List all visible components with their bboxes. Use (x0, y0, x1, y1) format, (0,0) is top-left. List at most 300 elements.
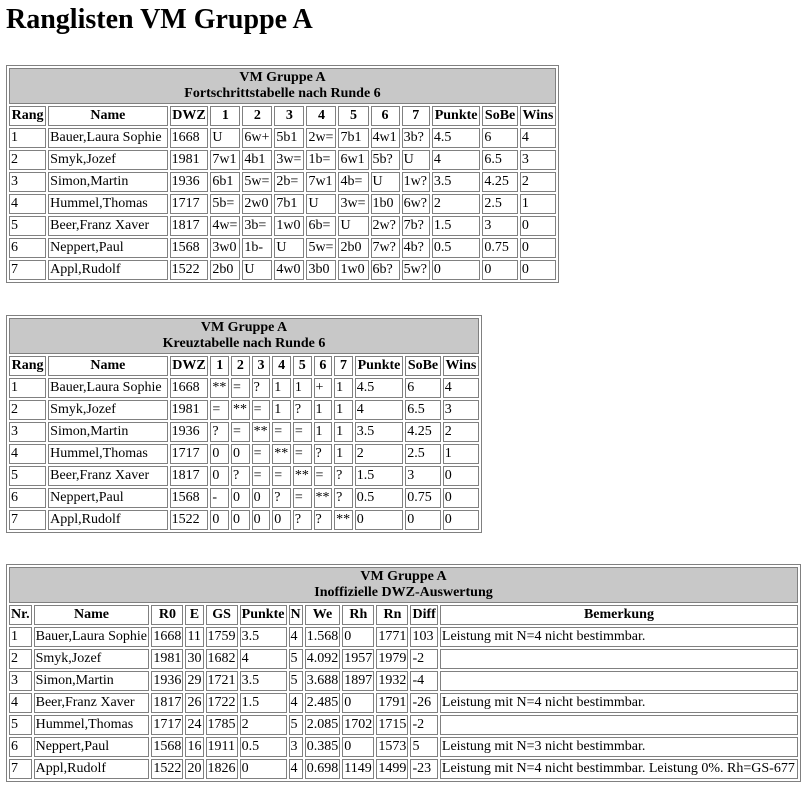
table-cell: 0 (520, 260, 556, 280)
table-cell: 0 (272, 510, 291, 530)
table-cell: 24 (185, 715, 203, 735)
table-row (9, 400, 479, 420)
table-row (9, 466, 479, 486)
table-cell: 30 (185, 649, 203, 669)
table-cell: 6 (482, 128, 518, 148)
table-cell: 16 (185, 737, 203, 757)
table-cell: 6w1 (338, 150, 368, 170)
table-cell: 1b0 (371, 194, 400, 214)
table-cell: Smyk,Jozef (48, 400, 167, 420)
table-cell: 5w= (306, 238, 336, 258)
table-cell (440, 649, 798, 669)
table-cell: 4 (9, 194, 46, 214)
table-cell: 1979 (376, 649, 408, 669)
table-cell: 5w? (402, 260, 430, 280)
table-cell: 0 (443, 466, 479, 486)
table-cell: 0 (231, 444, 250, 464)
table-cell: = (252, 444, 271, 464)
column-header: 4 (306, 106, 336, 126)
column-header: 2 (242, 106, 272, 126)
table-cell: 2 (9, 400, 46, 420)
table-cell: 4.25 (482, 172, 518, 192)
table-cell: 4w= (210, 216, 240, 236)
table-cell: Appl,Rudolf (34, 759, 150, 779)
table-cell: 1682 (206, 649, 238, 669)
table-cell: U (274, 238, 304, 258)
column-header: Rang (9, 356, 46, 376)
table-cell: 5 (289, 715, 303, 735)
table-cell: ? (252, 378, 271, 398)
column-header: Punkte (355, 356, 403, 376)
table-cell: 0.75 (405, 488, 441, 508)
table-cell: 1 (9, 627, 32, 647)
table-cell: 1817 (170, 466, 209, 486)
table-cell: 6 (405, 378, 441, 398)
table-header-row (9, 106, 556, 126)
table-cell: U (242, 260, 272, 280)
table-cell: 5 (9, 466, 46, 486)
table-cell: 0 (231, 488, 250, 508)
table-header-row (9, 356, 479, 376)
table-cell: 6 (9, 737, 32, 757)
table-cell: 2.5 (405, 444, 441, 464)
table-row (9, 194, 556, 214)
table-cell: 0 (520, 238, 556, 258)
table-cell: 1668 (170, 378, 209, 398)
table-cell (440, 671, 798, 691)
table-cell: 3w0 (210, 238, 240, 258)
table-cell: 1 (334, 378, 353, 398)
table-row (9, 693, 798, 713)
table-cell: 11 (185, 627, 203, 647)
table-cell: 1.5 (432, 216, 480, 236)
table-cell: 0.385 (305, 737, 341, 757)
table-cell: 5 (410, 737, 437, 757)
table-cell: 7 (9, 510, 46, 530)
table-cell: 7b? (402, 216, 430, 236)
table-cell: = (210, 400, 229, 420)
table-cell: 1w0 (338, 260, 368, 280)
table-cell: Beer,Franz Xaver (48, 216, 167, 236)
table-cell: 4 (289, 759, 303, 779)
table-cell: 4.5 (432, 128, 480, 148)
table-cell: Appl,Rudolf (48, 510, 167, 530)
table-cell: 1 (334, 444, 353, 464)
table-cell: ** (334, 510, 353, 530)
table-cell: -4 (410, 671, 437, 691)
table-cell: Appl,Rudolf (48, 260, 167, 280)
table-cell: 4 (443, 378, 479, 398)
table-row (9, 715, 798, 735)
table-cell: = (293, 444, 312, 464)
table-cell: Hummel,Thomas (48, 444, 167, 464)
table-row (9, 378, 479, 398)
caption-subtitle: Fortschrittstabelle nach Runde 6 (184, 86, 381, 101)
column-header: DWZ (170, 356, 209, 376)
table-row (9, 444, 479, 464)
table-row (9, 759, 798, 779)
table-cell: ? (293, 400, 312, 420)
table-caption (9, 318, 479, 354)
table-cell: 0 (443, 488, 479, 508)
table-cell: 7w? (371, 238, 400, 258)
table-cell: 0.5 (355, 488, 403, 508)
table-cell: 0 (210, 444, 229, 464)
table-cell: 0 (342, 737, 374, 757)
table-cell: 0.5 (432, 238, 480, 258)
table-cell: 5 (289, 671, 303, 691)
table-cell: ** (272, 444, 291, 464)
table-cell: = (231, 378, 250, 398)
table-header-row (9, 605, 798, 625)
table-cell: 3w= (338, 194, 368, 214)
table-cell: Smyk,Jozef (34, 649, 150, 669)
table-cell: 2.085 (305, 715, 341, 735)
table-cell: 3.688 (305, 671, 341, 691)
table-cell: 4 (240, 649, 287, 669)
table-cell: 1b- (242, 238, 272, 258)
column-header: SoBe (482, 106, 518, 126)
table-cell: 3 (443, 400, 479, 420)
table-cell: 6.5 (482, 150, 518, 170)
table-cell: 3.5 (240, 627, 287, 647)
column-header: Punkte (240, 605, 287, 625)
table-cell: 1936 (151, 671, 183, 691)
table-cell: 5 (289, 649, 303, 669)
table-cell: 1785 (206, 715, 238, 735)
table-cell: 4.25 (405, 422, 441, 442)
table-cell: 1771 (376, 627, 408, 647)
column-header: SoBe (405, 356, 441, 376)
table-cell: ? (231, 466, 250, 486)
table-cell: 2b= (274, 172, 304, 192)
table-cell: 0 (252, 510, 271, 530)
table-cell: U (210, 128, 240, 148)
table-cell: 1717 (170, 444, 209, 464)
table-cell: 6b= (306, 216, 336, 236)
table-cell: U (338, 216, 368, 236)
table-cell: 1717 (151, 715, 183, 735)
column-header: E (185, 605, 203, 625)
table-row (9, 671, 798, 691)
column-header: Rn (376, 605, 408, 625)
table-cell: 1 (9, 378, 46, 398)
table-row (9, 627, 798, 647)
table-cell: 0 (342, 693, 374, 713)
table-cell: Simon,Martin (48, 172, 167, 192)
table-cell: 7 (9, 260, 46, 280)
column-header: 3 (274, 106, 304, 126)
table-cell: 0 (432, 260, 480, 280)
table-row (9, 216, 556, 236)
column-header: N (289, 605, 303, 625)
table-cell: 1573 (376, 737, 408, 757)
column-header: Punkte (432, 106, 480, 126)
table-cell: ? (293, 510, 312, 530)
table-cell: 1w0 (274, 216, 304, 236)
table-cell: 4.5 (355, 378, 403, 398)
table-cell: -2 (410, 649, 437, 669)
table-cell: ** (210, 378, 229, 398)
table-cell: 1759 (206, 627, 238, 647)
column-header: Diff (410, 605, 437, 625)
table-cell: ** (293, 466, 312, 486)
table-cell: 2w0 (242, 194, 272, 214)
table-cell: 6.5 (405, 400, 441, 420)
table-cell: 4b= (338, 172, 368, 192)
table-cell: 2 (432, 194, 480, 214)
column-header: 7 (334, 356, 353, 376)
table-caption (9, 567, 798, 603)
table-cell: 2b0 (338, 238, 368, 258)
table-cell: 7w1 (210, 150, 240, 170)
column-header: 1 (210, 356, 229, 376)
table-cell: 2 (9, 150, 46, 170)
table-cell: 29 (185, 671, 203, 691)
table-cell: ** (252, 422, 271, 442)
table-cell: 1 (443, 444, 479, 464)
table-cell: U (371, 172, 400, 192)
table-row (9, 737, 798, 757)
table-cell: 0 (240, 759, 287, 779)
table-cell: 0 (520, 216, 556, 236)
table-cell: 3.5 (240, 671, 287, 691)
table-cell: 1 (272, 400, 291, 420)
table-cell: 2 (240, 715, 287, 735)
column-header: 2 (231, 356, 250, 376)
table-cell: 1721 (206, 671, 238, 691)
table-cell: 0 (405, 510, 441, 530)
table-cell: 0.5 (240, 737, 287, 757)
table-cell: Neppert,Paul (34, 737, 150, 757)
table-cell: = (314, 466, 333, 486)
table-cell: 0 (443, 510, 479, 530)
table-cell (440, 715, 798, 735)
caption-title: VM Gruppe A (200, 320, 288, 335)
table-cell: 3.5 (355, 422, 403, 442)
table-cell: Neppert,Paul (48, 238, 167, 258)
column-header: GS (206, 605, 238, 625)
table-cell: 2 (520, 172, 556, 192)
table-cell: 2w= (306, 128, 336, 148)
table-cell: Bauer,Laura Sophie (48, 128, 167, 148)
table-cell: 103 (410, 627, 437, 647)
table-cell: Leistung mit N=4 nicht bestimmbar. (440, 693, 798, 713)
table-cell: 7b1 (338, 128, 368, 148)
table-cell: -2 (410, 715, 437, 735)
progress-table (6, 65, 559, 283)
table-cell: + (314, 378, 333, 398)
table-cell: 3 (405, 466, 441, 486)
table-cell: 7w1 (306, 172, 336, 192)
table-cell: 2.485 (305, 693, 341, 713)
table-cell: 5 (9, 216, 46, 236)
table-cell: 5b= (210, 194, 240, 214)
column-header: R0 (151, 605, 183, 625)
table-cell: 6 (9, 488, 46, 508)
column-header: 5 (338, 106, 368, 126)
table-cell: 0 (231, 510, 250, 530)
table-cell: 1.5 (240, 693, 287, 713)
column-header: 5 (293, 356, 312, 376)
table-cell: 1 (520, 194, 556, 214)
table-cell: 1722 (206, 693, 238, 713)
table-cell: 3.5 (432, 172, 480, 192)
table-cell: 4.092 (305, 649, 341, 669)
table-row (9, 172, 556, 192)
table-cell: 1568 (170, 488, 209, 508)
column-header: Name (34, 605, 150, 625)
page-title: Ranglisten VM Gruppe A (6, 4, 313, 35)
table-cell: 4 (9, 693, 32, 713)
table-cell: 4 (289, 627, 303, 647)
table-cell: 5 (9, 715, 32, 735)
table-cell: 1 (272, 378, 291, 398)
table-cell: 1936 (170, 172, 209, 192)
table-row (9, 260, 556, 280)
column-header: Wins (520, 106, 556, 126)
table-cell: ** (231, 400, 250, 420)
column-header: 6 (371, 106, 400, 126)
table-cell: 2 (9, 649, 32, 669)
table-cell: 6b? (371, 260, 400, 280)
caption-subtitle: Inoffizielle DWZ-Auswertung (314, 585, 493, 600)
table-caption (9, 68, 556, 104)
table-cell: 3b? (402, 128, 430, 148)
table-cell: 2 (443, 422, 479, 442)
table-cell: = (293, 422, 312, 442)
table-cell: 0 (482, 260, 518, 280)
column-header: 4 (272, 356, 291, 376)
table-cell: 3 (482, 216, 518, 236)
table-cell: = (252, 466, 271, 486)
table-cell: 4w1 (371, 128, 400, 148)
table-cell: = (293, 488, 312, 508)
table-cell: Hummel,Thomas (48, 194, 167, 214)
table-cell: ? (272, 488, 291, 508)
table-row (9, 488, 479, 508)
table-cell: ** (314, 488, 333, 508)
table-cell: 1897 (342, 671, 374, 691)
table-cell: 1522 (170, 510, 209, 530)
table-cell: 1568 (170, 238, 209, 258)
table-cell: 5b1 (274, 128, 304, 148)
table-cell: 1702 (342, 715, 374, 735)
table-cell: 4b? (402, 238, 430, 258)
column-header: Nr. (9, 605, 32, 625)
table-cell: Leistung mit N=4 nicht bestimmbar. Leistung 0%. Rh=GS-677 (440, 759, 798, 779)
column-header: We (305, 605, 341, 625)
table-cell: 6w? (402, 194, 430, 214)
table-cell: ? (210, 422, 229, 442)
table-row (9, 128, 556, 148)
column-header: Name (48, 356, 167, 376)
table-cell: 1817 (170, 216, 209, 236)
table-cell: = (231, 422, 250, 442)
table-cell: 0 (210, 510, 229, 530)
table-cell: 1981 (151, 649, 183, 669)
column-header: Rang (9, 106, 46, 126)
table-cell: 1817 (151, 693, 183, 713)
table-cell: 1b= (306, 150, 336, 170)
table-cell: = (272, 422, 291, 442)
column-header: Wins (443, 356, 479, 376)
table-cell: = (272, 466, 291, 486)
table-cell: 20 (185, 759, 203, 779)
table-row (9, 649, 798, 669)
table-cell: Neppert,Paul (48, 488, 167, 508)
table-cell: Beer,Franz Xaver (48, 466, 167, 486)
table-cell: ? (314, 510, 333, 530)
table-cell: 1932 (376, 671, 408, 691)
table-cell: 4 (9, 444, 46, 464)
table-row (9, 510, 479, 530)
table-cell: 1 (314, 422, 333, 442)
caption-subtitle: Kreuztabelle nach Runde 6 (162, 336, 326, 351)
table-cell: ? (314, 444, 333, 464)
table-cell: 1.5 (355, 466, 403, 486)
table-cell: 3 (9, 671, 32, 691)
table-cell: 4w0 (274, 260, 304, 280)
table-cell: 1w? (402, 172, 430, 192)
table-cell: 7 (9, 759, 32, 779)
caption-title: VM Gruppe A (360, 569, 447, 584)
table-cell: 0 (342, 627, 374, 647)
table-cell: U (306, 194, 336, 214)
table-cell: 6w+ (242, 128, 272, 148)
column-header: Name (48, 106, 167, 126)
table-cell: 1668 (151, 627, 183, 647)
table-cell: 4 (520, 128, 556, 148)
table-cell: 1522 (151, 759, 183, 779)
table-cell: 4 (289, 693, 303, 713)
column-header: 1 (210, 106, 240, 126)
table-cell: 3 (9, 422, 46, 442)
table-cell: 1 (334, 422, 353, 442)
table-cell: 0.75 (482, 238, 518, 258)
table-cell: 1.568 (305, 627, 341, 647)
cross-table (6, 315, 482, 533)
column-header: 7 (402, 106, 430, 126)
table-cell: - (210, 488, 229, 508)
table-cell: 1149 (342, 759, 374, 779)
table-cell: 4 (432, 150, 480, 170)
table-cell: 0 (355, 510, 403, 530)
table-cell: 1 (334, 400, 353, 420)
table-cell: 5b? (371, 150, 400, 170)
table-cell: = (252, 400, 271, 420)
table-cell: 3b= (242, 216, 272, 236)
table-cell: Hummel,Thomas (34, 715, 150, 735)
table-cell: 7b1 (274, 194, 304, 214)
table-cell: 4 (355, 400, 403, 420)
table-cell: 2w? (371, 216, 400, 236)
table-cell: 0 (210, 466, 229, 486)
table-cell: 0.698 (305, 759, 341, 779)
table-cell: 1717 (170, 194, 209, 214)
table-row (9, 150, 556, 170)
table-cell: 6 (9, 238, 46, 258)
table-cell: 1522 (170, 260, 209, 280)
table-row (9, 422, 479, 442)
table-cell: -26 (410, 693, 437, 713)
table-cell: ? (334, 466, 353, 486)
table-cell: Bauer,Laura Sophie (34, 627, 150, 647)
table-cell: 1 (314, 400, 333, 420)
table-cell: Simon,Martin (48, 422, 167, 442)
table-cell: 1 (9, 128, 46, 148)
table-cell: 1957 (342, 649, 374, 669)
